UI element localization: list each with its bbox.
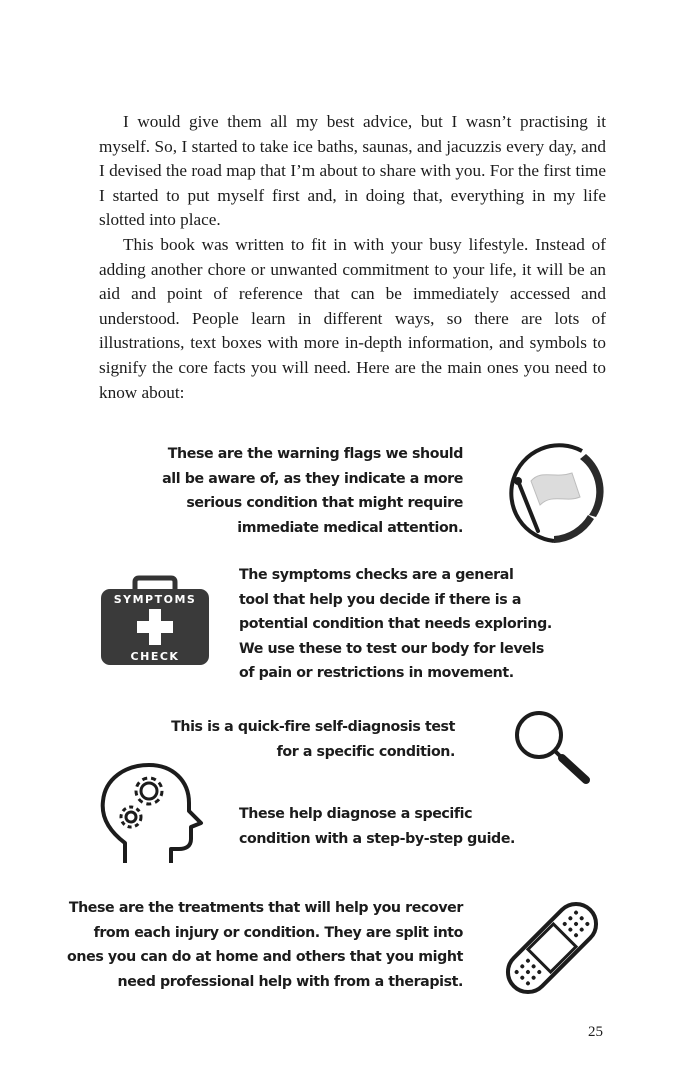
bandage-icon bbox=[494, 890, 610, 1006]
warning-line-3: serious condition that might require bbox=[186, 495, 463, 512]
warning-line-1: These are the warning flags we should bbox=[167, 446, 463, 462]
treatments-line-3: ones you can do at home and others that you might bbox=[67, 949, 463, 966]
treatments-line-4: need professional help with from a therapist. bbox=[117, 973, 463, 990]
body-text bbox=[99, 110, 606, 405]
diagnose-line-1: These help diagnose a specific bbox=[239, 806, 473, 822]
warning-flags-description bbox=[162, 442, 463, 540]
quickfire-line-2: for a specific condition. bbox=[276, 743, 455, 760]
symptoms-line-5: of pain or restrictions in movement. bbox=[239, 665, 514, 682]
check-label: CHECK bbox=[130, 650, 180, 663]
diagnose-description bbox=[239, 802, 515, 851]
head-gears-icon bbox=[99, 763, 205, 867]
paragraph-2: This book was written to fit in with your busy lifestyle. Instead of adding another chore or unwanted commitment to your life, it will be an aid and point of reference that can be immediately accessed and understood. People learn in different ways, so there are lots of illustrations, text boxes with more in-depth information, and symbols to signify the core facts you will need. Here are the main ones you need to know about: bbox=[99, 234, 606, 402]
symptoms-line-2: tool that help you decide if there is a bbox=[239, 591, 521, 608]
warning-flag-icon bbox=[494, 437, 606, 549]
symptoms-check-kit-icon bbox=[99, 575, 211, 667]
paragraph-1: I would give them all my best advice, but I wasn’t practising it myself. So, I started to take ice baths, saunas, and jacuzzis every day, and I devised the road map that I’m about to share with you. For the first time I started to put myself first and, in doing that, everything in my life slotted into place. bbox=[99, 112, 606, 230]
quickfire-line-1: This is a quick-fire self-diagnosis test bbox=[171, 719, 455, 735]
symptoms-line-3: potential condition that needs exploring. bbox=[239, 616, 552, 633]
treatments-line-1: These are the treatments that will help you recover bbox=[68, 900, 463, 916]
symptoms-line-1: The symptoms checks are a general bbox=[239, 567, 514, 583]
magnifying-glass-icon bbox=[512, 708, 596, 788]
warning-line-2: all be aware of, as they indicate a more bbox=[162, 470, 463, 487]
symptoms-check-description bbox=[239, 563, 552, 686]
treatments-description bbox=[67, 896, 463, 994]
symptoms-line-4: We use these to test our body for levels bbox=[239, 640, 544, 657]
page-number: 25 bbox=[588, 1024, 603, 1040]
quickfire-description bbox=[171, 715, 455, 764]
warning-line-4: immediate medical attention. bbox=[237, 519, 463, 536]
symptoms-label: SYMPTOMS bbox=[113, 593, 197, 606]
treatments-line-2: from each injury or condition. They are split into bbox=[93, 924, 463, 941]
diagnose-line-2: condition with a step-by-step guide. bbox=[239, 830, 516, 847]
